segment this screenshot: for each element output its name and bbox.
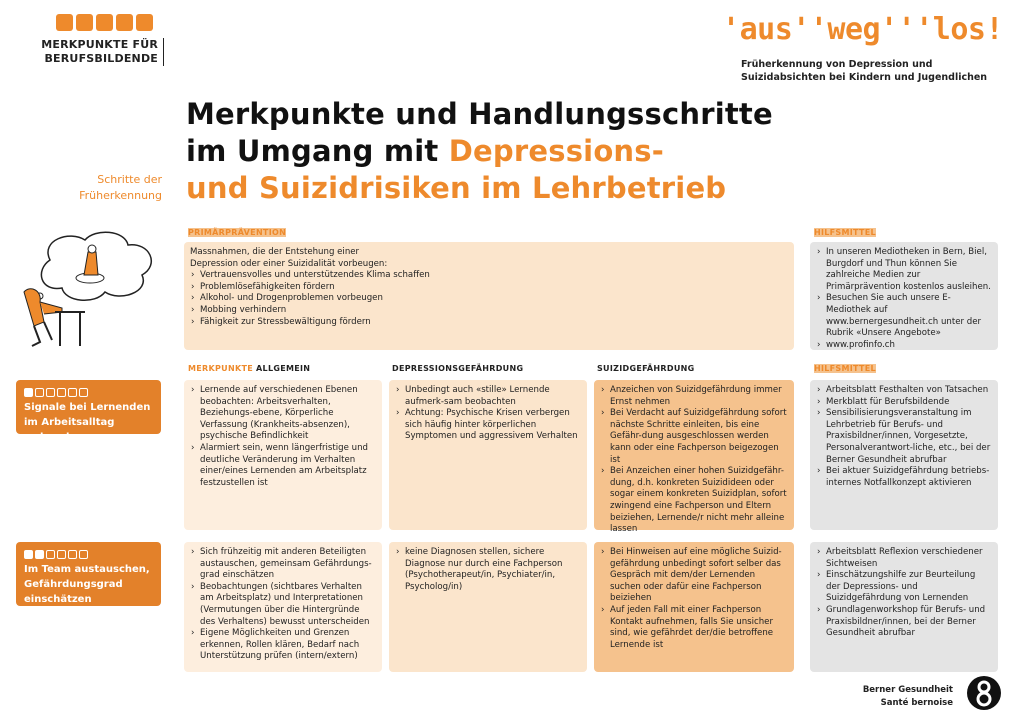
primary-list <box>190 270 788 328</box>
footer-org: Berner Gesundheit Santé bernoise <box>862 685 953 708</box>
row2-suicide <box>594 542 794 672</box>
row1-general <box>184 380 382 530</box>
list-item: › Bei aktuer Suizidgefährdung betriebs-internes Notfallkonzept aktivieren <box>816 466 992 489</box>
col-heading-general: MERKPUNKTE ALLGEMEIN <box>188 364 311 373</box>
auswegl-logo: 'aus''weg'''los! <box>722 12 1003 47</box>
list-item: › Unbedingt auch «stille» Lernende aufmerk-sam beobachten <box>395 385 581 408</box>
list-item: › Auf jeden Fall mit einer Fachperson Kontakt aufnehmen, falls Sie unsicher sind, wie gefährdet der/die betroffene Lernende ist <box>600 605 788 651</box>
tools-box-top <box>810 242 998 350</box>
primary-box: Massnahmen, die der Entstehung einer Depression oder einer Suizidalität vorbeugen: › Vertrauensvolles und unterstützendes Klima schaffen › Problemlösefähigkeiten fördern › Alkohol- und Drogenproblemen vorbeugen › Mobbing verhindern › Fähigkeit zur Stressbewältigung fördern <box>184 242 794 350</box>
row2-general <box>184 542 382 672</box>
brand-label <box>40 38 164 66</box>
steps-label: Schritte der Früherkennung <box>79 173 162 202</box>
list-item: › keine Diagnosen stellen, sichere Diagnose nur durch eine Fachperson (Psychotherapeut/in, Psychiater/in, Psycholog/in) <box>395 547 581 593</box>
list-item: › Beobachtungen (sichtbares Verhalten am Arbeitsplatz) und Interpretationen (Vermutungen über die Hintergründe des Verhaltens) bewusst unterscheiden <box>190 582 376 628</box>
row2-label: Im Team austauschen, Gefährdungsgrad einschätzen <box>16 542 161 606</box>
brand-line-2: BERUFSBILDENDE <box>44 52 158 65</box>
list-item: › Bei Verdacht auf Suizidgefährdung sofort nächste Schritte einleiten, bis eine Gefähr-dung ausgeschlossen werden kann oder eine Fachperson beigezogen ist <box>600 408 788 466</box>
list-item: › Sensibilisierungsveranstaltung im Lehrbetrieb für Berufs- und Praxisbildner/innen, Vorgesetzte, Personalverantwort-liche, etc., bei der Berner Gesundheit abrufbar <box>816 408 992 466</box>
list-item: › Bei Anzeichen einer hohen Suizidgefähr-dung, d.h. konkreten Suizidideen oder sogar einem konkreten Suizidplan, sofort zwingend eine Fachperson und Eltern beiziehen, Lernende/r nicht mehr alleine lassen <box>600 466 788 536</box>
list-item: › Grundlagenworkshop für Berufs- und Praxisbildner/innen, bei der Berner Gesundheit abrufbar <box>816 605 992 640</box>
brand-line-1: MERKPUNKTE FÜR <box>41 38 158 51</box>
list-item: › Lernende auf verschiedenen Ebenen beobachten: Arbeitsverhalten, Beziehungs-ebene, Körperliche Verfassung (Krankheits-absenzen), psychische Befindlichkeit <box>190 385 376 443</box>
page-title: Merkpunkte und Handlungsschritte im Umgang mit Depressions- und Suizidrisiken im Lehrbetrieb <box>186 97 773 205</box>
list-item: › Eigene Möglichkeiten und Grenzen erkennen, Rollen klären, Bedarf nach Unterstützung prüfen (intern/extern) <box>190 628 376 663</box>
progress-squares <box>24 388 153 397</box>
tools-heading-top: HILFSMITTEL <box>814 228 876 237</box>
thinking-person-illustration <box>10 230 170 350</box>
row1-tools <box>810 380 998 530</box>
list-item: › Mobbing verhindern <box>190 305 788 317</box>
list-item: › Alarmiert sein, wenn längerfristige und deutliche Veränderung im Verhalten einer/eines Lernenden am Arbeitsplatz festzustellen ist <box>190 443 376 489</box>
list-item: › www.profinfo.ch <box>816 340 992 352</box>
list-item: › Einschätzungshilfe zur Beurteilung der Depressions- und Suizidgefährdung von Lernenden <box>816 570 992 605</box>
list-item: › Besuchen Sie auch unsere E-Mediothek auf www.bernergesundheit.ch unter der Rubrik «Unsere Angebote» <box>816 293 992 339</box>
list-item: › Arbeitsblatt Reflexion verschiedener Sichtweisen <box>816 547 992 570</box>
row1-suicide <box>594 380 794 535</box>
list-item: › Anzeichen von Suizidgefährdung immer Ernst nehmen <box>600 385 788 408</box>
col-heading-tools: HILFSMITTEL <box>814 364 876 373</box>
tagline: Früherkennung von Depression und Suizidabsichten bei Kindern und Jugendlichen <box>741 59 988 83</box>
list-item: › Sich frühzeitig mit anderen Beteiligten austauschen, gemeinsam Gefährdungs-grad einschätzen <box>190 547 376 582</box>
list-item: › Achtung: Psychische Krisen verbergen sich häufig hinter körperlichen Symptomen und aggressivem Verhalten <box>395 408 581 443</box>
progress-squares <box>24 550 153 559</box>
primary-heading: PRIMÄRPRÄVENTION <box>188 228 287 237</box>
brand-squares <box>56 14 153 31</box>
row2-depression <box>389 542 587 672</box>
berner-gesundheit-logo-icon <box>967 676 1001 710</box>
row1-label: Signale bei Lernenden im Arbeitsalltag wahrnehmen <box>16 380 161 434</box>
list-item: › Problemlösefähigkeiten fördern <box>190 282 788 294</box>
row2-tools <box>810 542 998 672</box>
list-item: › In unseren Mediotheken in Bern, Biel, Burgdorf und Thun können Sie zahlreiche Medien zur Primärprävention kostenlos ausleihen. <box>816 247 992 293</box>
list-item: › Merkblatt für Berufsbildende <box>816 397 992 409</box>
list-item: › Alkohol- und Drogenproblemen vorbeugen <box>190 293 788 305</box>
list-item: › Arbeitsblatt Festhalten von Tatsachen <box>816 385 992 397</box>
col-heading-suicide: SUIZIDGEFÄHRDUNG <box>597 364 695 373</box>
col-heading-depression: DEPRESSIONSGEFÄHRDUNG <box>392 364 524 373</box>
row1-depression <box>389 380 587 530</box>
list-item: › Vertrauensvolles und unterstützendes Klima schaffen <box>190 270 788 282</box>
list-item: › Fähigkeit zur Stressbewältigung fördern <box>190 317 788 329</box>
list-item: › Bei Hinweisen auf eine mögliche Suizid-gefährdung unbedingt sofort selber das Gespräch mit dem/der Lernenden suchen oder dafür eine Fachperson beiziehen <box>600 547 788 605</box>
